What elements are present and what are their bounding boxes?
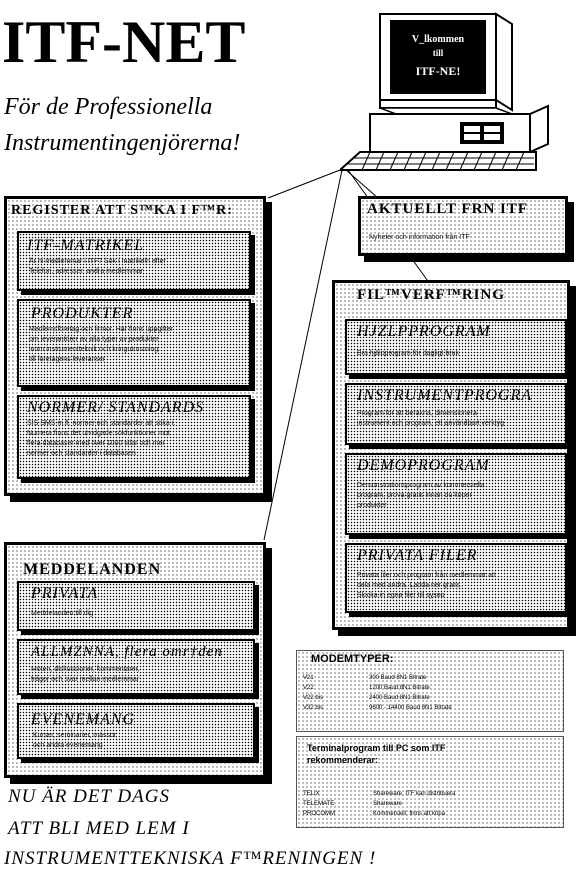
fil-item-label: INSTRUMENTPROGRA xyxy=(357,387,533,404)
meddelande-item-evenemang[interactable] xyxy=(17,703,255,759)
modem-list xyxy=(303,673,553,713)
fil-item-desc xyxy=(357,481,485,511)
terminal-row-label: PROCOMM xyxy=(303,811,335,817)
register-item-desc xyxy=(29,325,173,365)
footer-line3: INSTRUMENTTEKNISKA F™RENINGEN ! xyxy=(4,848,377,869)
fil-item-hjalpprogram[interactable] xyxy=(345,319,567,375)
desc-line: Skicka in egna filer till sysop xyxy=(357,592,445,599)
computer-illustration xyxy=(340,10,560,172)
modem-row-label: V22 bis xyxy=(303,695,324,701)
register-item-label: NORMER/ STANDARDS xyxy=(27,399,205,416)
fil-item-demoprogram[interactable] xyxy=(345,453,567,535)
meddelande-item-desc xyxy=(31,665,140,685)
terminal-list xyxy=(303,789,553,819)
desc-line: Medlemsföretag och firmor. Här finns uppgifter xyxy=(29,326,173,333)
fil-item-label: DEMOPROGRAM xyxy=(357,457,490,474)
fil-item-desc xyxy=(357,571,496,601)
modem-row-value: 9600 - 14400 Baud 8N1 Bitrate xyxy=(369,705,452,711)
aktuellt-title: AKTUELLT FRN ITF xyxy=(367,201,529,217)
desc-line: inom instrumentteknik och kringutrustning xyxy=(29,346,159,353)
tagline-line2: Instrumentingenjörerna! xyxy=(4,130,241,156)
desc-line: dela med andra. Ladda ner gratis. xyxy=(357,582,463,589)
desc-line: och andra evenemang xyxy=(33,742,103,749)
desc-line: Är ni medlemmar i ITF? Sök i matrikeln efter xyxy=(29,258,166,265)
terminal-row-label: TELEMATE xyxy=(303,801,335,807)
aktuellt-text: Nyheter och information från ITF xyxy=(369,234,470,241)
terminal-title-2: rekommenderar: xyxy=(307,755,379,765)
fil-item-desc: Bra hjälpprogram för dagligt bruk xyxy=(357,350,459,357)
terminal-row-label: TELIX xyxy=(303,791,320,797)
modem-row-value: 300 Baud 8N1 Bitrate xyxy=(369,675,427,681)
fil-item-desc xyxy=(357,409,504,429)
fil-item-label: PRIVATA FILER xyxy=(357,547,478,564)
register-title: REGISTER ATT S™KA I F™R: xyxy=(11,203,233,218)
desc-line: normer och standarder i databasen xyxy=(27,450,136,457)
terminal-row-value: Shareware xyxy=(373,801,403,807)
desc-line: produkter xyxy=(357,502,387,509)
meddelande-item-label: ALLMZNNA, flera omr†den xyxy=(31,644,223,660)
screen-text-2: till xyxy=(432,48,444,58)
modem-row xyxy=(303,693,553,703)
terminal-title-1: Terminalprogram till PC som ITF xyxy=(307,743,446,753)
desc-line: instrument och program, ett användbart verktyg xyxy=(357,420,505,427)
terminal-row xyxy=(303,799,553,809)
modem-row xyxy=(303,673,553,683)
modem-row-label: V22 xyxy=(303,685,314,691)
terminal-row xyxy=(303,809,553,819)
desc-line: Program för att beräkna, dimensionera xyxy=(357,410,477,417)
meddelande-item-label: EVENEMANG xyxy=(31,711,136,728)
modem-row xyxy=(303,703,553,713)
desc-line: program, prova gratis innan du köper xyxy=(357,492,472,499)
filoverforing-title: FIL™VERF™RING xyxy=(357,287,506,303)
terminal-row xyxy=(303,789,553,799)
fil-item-label: HJZLPPROGRAM xyxy=(357,323,491,340)
screen-text-3: ITF-NE! xyxy=(415,64,461,78)
meddelande-item-desc xyxy=(33,731,116,751)
fil-item-privata-filer[interactable] xyxy=(345,543,567,613)
register-item-label: ITF-MATRIKEL xyxy=(27,237,145,254)
register-item-produkter[interactable] xyxy=(17,299,251,387)
filoverforing-panel xyxy=(332,280,570,630)
desc-line: Kurser, seminarier, mässor xyxy=(33,732,117,739)
desc-line: Privata filer och program från medlemmar att xyxy=(357,572,496,579)
meddelanden-panel xyxy=(4,542,266,778)
footer-line1: NU ÄR DET DAGS xyxy=(8,786,170,807)
register-item-normer[interactable] xyxy=(17,395,251,479)
meddelande-item-allmanna[interactable] xyxy=(17,639,255,695)
modem-row-value: 1200 Baud 8N1 Bitrate xyxy=(369,685,430,691)
fil-item-instrumentprogram[interactable] xyxy=(345,383,567,445)
footer-line2: ATT BLI MED LEM I xyxy=(8,818,190,839)
desc-line: frågor och svar mellan medlemmar xyxy=(31,676,140,683)
desc-line: Numera finns det utvidgade sökfunktioner mot xyxy=(27,430,170,437)
desc-line: Telefon, adresser, andra medlemmar xyxy=(29,268,143,275)
site-title: ITF-NET xyxy=(2,9,246,75)
desc-line: Möten, diskussioner, kommentarer, xyxy=(31,666,140,673)
terminal-row-value: Kommersiell, finns att köpa xyxy=(373,811,446,817)
modem-title: MODEMTYPER: xyxy=(311,653,394,665)
modem-row xyxy=(303,683,553,693)
modem-box xyxy=(296,650,564,732)
modem-row-label: V21 xyxy=(303,675,314,681)
terminal-box xyxy=(296,736,564,828)
meddelanden-title: MEDDELANDEN xyxy=(23,561,162,578)
desc-line: SIS SMS m.fl. normer och standarder att söka i. xyxy=(27,420,176,427)
modem-row-value: 2400 Baud 8N1 Bitrate xyxy=(369,695,430,701)
meddelande-item-desc: Meddelanden till dig xyxy=(31,610,94,617)
aktuellt-panel[interactable] xyxy=(358,196,568,256)
tagline-line1: För de Professionella xyxy=(4,94,213,120)
register-item-desc xyxy=(29,257,166,277)
register-item-matrikel[interactable] xyxy=(17,231,251,291)
register-item-label: PRODUKTER xyxy=(31,305,134,322)
register-panel xyxy=(4,196,266,496)
terminal-row-value: Shareware, ITF kan distribuera xyxy=(373,791,456,797)
desc-line: flera databaser med över 1000 titlar och mer xyxy=(27,440,165,447)
meddelande-item-label: PRIVATA xyxy=(31,585,99,602)
desc-line: till företagens leveranser xyxy=(29,356,106,363)
meddelande-item-privata[interactable] xyxy=(17,581,255,631)
desc-line: Demonstrationsprogram av kommersiella xyxy=(357,482,485,489)
screen-text-1: V_lkommen xyxy=(411,34,465,45)
desc-line: om leverantörer av alla typer av produkter xyxy=(29,336,159,343)
modem-row-label: V32 bis xyxy=(303,705,324,711)
register-item-desc xyxy=(27,419,175,459)
